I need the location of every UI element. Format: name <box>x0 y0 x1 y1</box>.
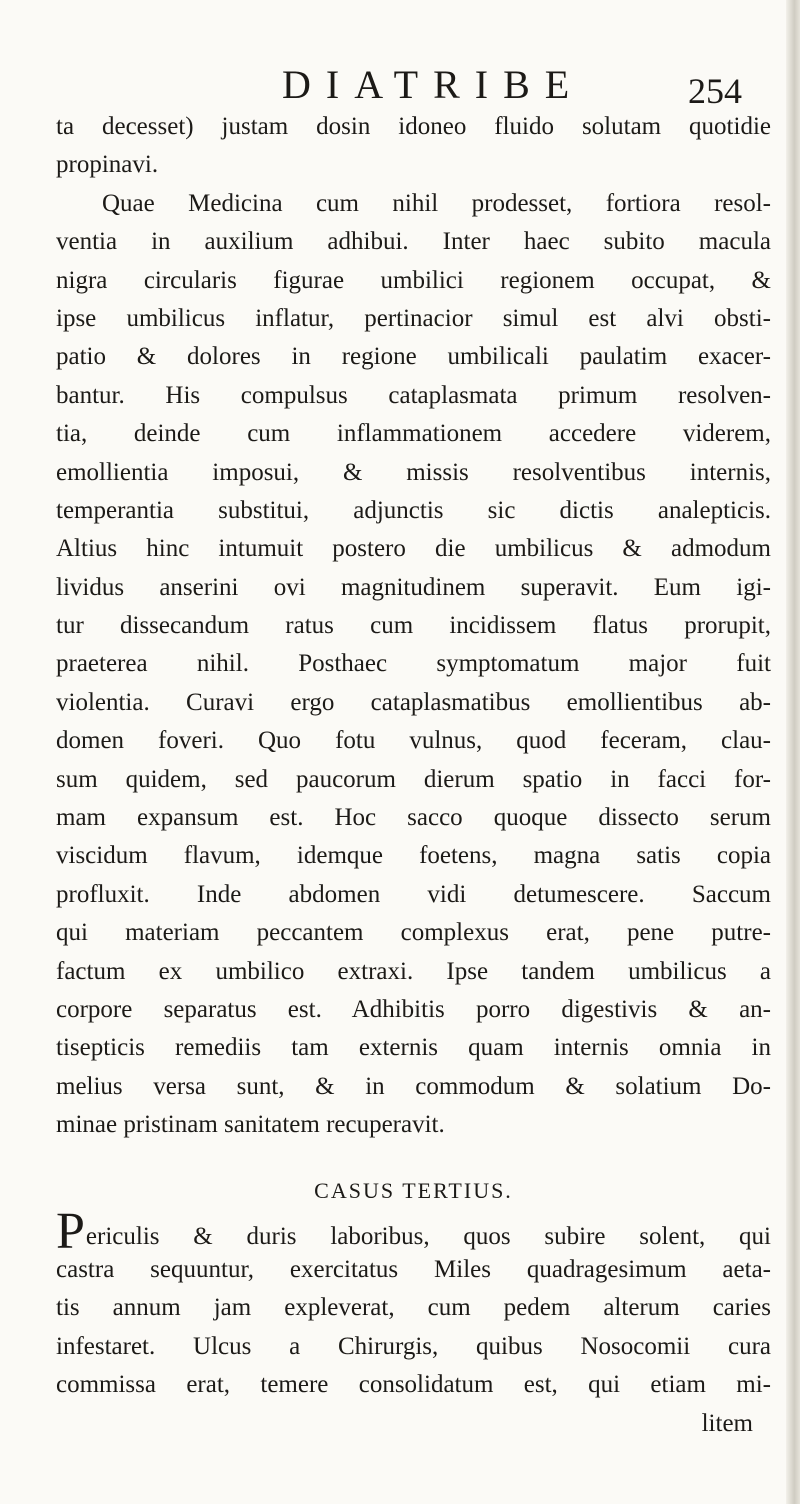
text-line: ventia in auxilium adhibui. Inter haec subito macula <box>56 228 771 256</box>
text-line: praeterea nihil. Posthaec symptomatum major fuit <box>56 650 771 678</box>
text-line: patio & dolores in regione umbilicali paulatim exacer- <box>56 343 771 371</box>
text-line: melius versa sunt, & in commodum & solatium Do- <box>56 1072 771 1100</box>
text-line: viscidum flavum, idemque foetens, magna satis copia <box>56 842 771 870</box>
text-line: infestaret. Ulcus a Chirurgis, quibus Nosocomii cura <box>56 1332 771 1360</box>
running-head: DIATRIBE <box>282 62 585 107</box>
page-header <box>0 62 800 111</box>
text-line: tia, deinde cum inflammationem accedere viderem, <box>56 420 771 448</box>
text-line: ta decesset) justam dosin idoneo fluido solutam quotidie <box>56 113 771 140</box>
text-line: minae pristinam sanitatem recuperavit. <box>56 1111 445 1139</box>
section-title: CASUS TERTIUS. <box>314 1177 513 1203</box>
text-line <box>56 1202 771 1260</box>
text-line: violentia. Curavi ergo cataplasmatibus emollientibus ab- <box>56 688 771 716</box>
text-line: corpore separatus est. Adhibitis porro digestivis & an- <box>56 995 771 1023</box>
page-edge-shadow <box>786 0 800 1504</box>
text-line: mam expansum est. Hoc sacco quoque dissecto serum <box>56 804 771 832</box>
text-line: nigra circularis figurae umbilici regionem occupat, & <box>56 266 771 294</box>
page-number: 254 <box>688 71 742 111</box>
text-line: qui materiam peccantem complexus erat, pene putre- <box>56 919 771 947</box>
text-line: commissa erat, temere consolidatum est, qui etiam mi- <box>56 1371 771 1399</box>
text-line: Quae Medicina cum nihil prodesset, fortiora resol- <box>102 189 771 217</box>
drop-cap: P <box>56 1202 85 1260</box>
catchword: litem <box>701 1409 753 1437</box>
text-line: sum quidem, sed paucorum dierum spatio in facci for- <box>56 765 771 793</box>
text-line: emollientia imposui, & missis resolventibus internis, <box>56 458 771 486</box>
text-line: temperantia substitui, adjunctis sic dictis analepticis. <box>56 496 771 524</box>
text-line: domen foveri. Quo fotu vulnus, quod feceram, clau- <box>56 727 771 755</box>
text-line: factum ex umbilico extraxi. Ipse tandem umbilicus a <box>56 957 771 985</box>
text-line: profluxit. Inde abdomen vidi detumescere. Saccum <box>56 880 771 908</box>
text-line: Altius hinc intumuit postero die umbilicus & admodum <box>56 535 771 563</box>
text-line: castra sequuntur, exercitatus Miles quadragesimum aeta- <box>56 1255 771 1283</box>
text-line: bantur. His compulsus cataplasmata primum resolven- <box>56 381 771 409</box>
text-line: ipse umbilicus inflatur, pertinacior simul est alvi obsti- <box>56 304 771 332</box>
text-line: propinavi. <box>56 151 159 179</box>
body-text <box>56 108 771 1443</box>
text-line: tur dissecandum ratus cum incidissem flatus prorupit, <box>56 612 771 640</box>
text-line: tis annum jam expleverat, cum pedem alterum caries <box>56 1294 771 1322</box>
text-line: lividus anserini ovi magnitudinem superavit. Eum igi- <box>56 573 771 601</box>
text-line-rest: ericulis & duris laboribus, quos subire solent, qui <box>85 1222 771 1250</box>
text-line: tisepticis remediis tam externis quam internis omnia in <box>56 1034 771 1062</box>
